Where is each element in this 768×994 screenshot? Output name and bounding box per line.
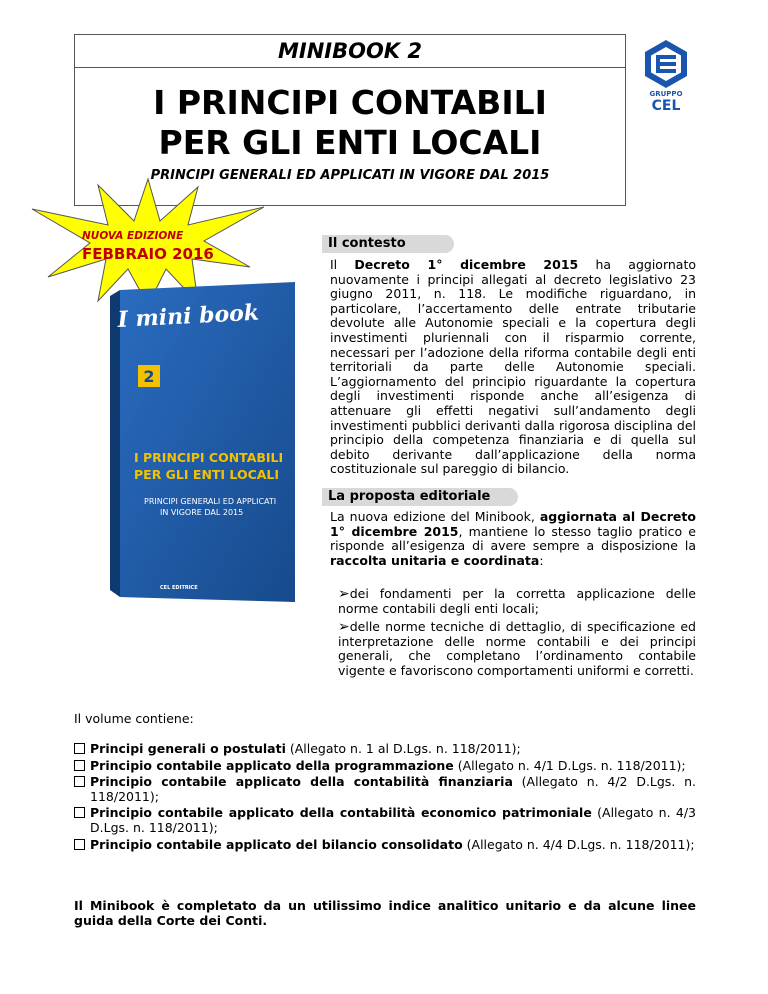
item-ref: (Allegato n. 4/2 D.Lgs. n. 118/2011); [90, 774, 696, 804]
list-item [74, 742, 696, 757]
list-item [74, 838, 696, 853]
bullet-2-text: delle norme tecniche di dettaglio, di specificazione ed interpretazione delle norme contabili e dei principi generali, che completano l’ordinamento contabile vigente e favoriscono comportamenti uniformi e corretti. [338, 619, 696, 678]
book-publisher: CEL EDITRICE [160, 585, 198, 591]
checkbox-bullet-icon [74, 760, 85, 771]
contesto-paragraph [330, 258, 696, 477]
item-ref: (Allegato n. 4/3 D.Lgs. n. 118/2011); [90, 805, 696, 835]
proposta-p1: La nuova edizione del Minibook, [330, 509, 540, 524]
closing-note: Il Minibook è completato da un utilissimo indice analitico unitario e da alcune linee guida della Corte dei Conti. [74, 898, 696, 928]
book-title-1: I PRINCIPI CONTABILI [134, 450, 284, 465]
item-title: Principio contabile applicato della programmazione [90, 757, 454, 773]
proposta-bullet-1 [338, 587, 696, 616]
list-item [74, 759, 696, 774]
item-ref: (Allegato n. 1 al D.Lgs. n. 118/2011); [285, 741, 521, 756]
page-subtitle: PRINCIPI GENERALI ED APPLICATI IN VIGORE DAL 2015 [150, 168, 550, 183]
book-title-2: PER GLI ENTI LOCALI [134, 467, 280, 482]
proposta-p1-bold: aggiornata al Decreto 1° dicembre 2015 [330, 509, 696, 539]
gruppo-cel-logo [636, 38, 696, 112]
logo-top-text: GRUPPO [649, 90, 683, 98]
section-tab-proposta: La proposta editoriale [322, 488, 518, 506]
checkbox-bullet-icon [74, 743, 85, 754]
arrow-bullet-icon: ➢ [338, 619, 350, 635]
checkbox-bullet-icon [74, 839, 85, 850]
page-title [75, 83, 625, 163]
proposta-paragraph [330, 510, 696, 568]
proposta-bullet-2-head [338, 620, 696, 678]
book-sub-2: IN VIGORE DAL 2015 [160, 508, 244, 517]
checkbox-bullet-icon [74, 776, 85, 787]
item-title: Principio contabile applicato del bilancio consolidato [90, 836, 463, 852]
item-ref: (Allegato n. 4/4 D.Lgs. n. 118/2011); [462, 836, 695, 852]
volume-list [74, 742, 696, 854]
list-item [74, 775, 696, 804]
item-ref: (Allegato n. 4/1 D.Lgs. n. 118/2011); [453, 757, 686, 773]
item-title: Principio contabile applicato della contabilità finanziaria [90, 774, 513, 790]
proposta-p2-bold: raccolta unitaria e coordinata [330, 552, 540, 568]
arrow-bullet-icon: ➢ [338, 586, 350, 602]
item-title: Principio contabile applicato della contabilità economico patrimoniale [90, 805, 592, 821]
book-sub-1: PRINCIPI GENERALI ED APPLICATI [144, 497, 277, 506]
item-title: Principi generali o postulati [90, 741, 286, 756]
title-line-2: PER GLI ENTI LOCALI [158, 123, 542, 162]
book-number: 2 [143, 367, 155, 386]
burst-line-2: FEBBRAIO 2016 [82, 245, 214, 263]
volume-intro: Il volume contiene: [74, 711, 194, 726]
contesto-pre: Il [330, 257, 355, 272]
proposta-p3: : [539, 552, 544, 568]
book-series: I mini book [116, 299, 260, 333]
contesto-body: ha aggiornato nuovamente i principi allegati al decreto legislativo 23 giugno 2011, n. 118. Le modifiche riguardano, in particolare, l’accertamento delle entrate tributarie devolute alle Autonomie speciali e la copertura degli investimenti pluriennali con il risparmio corrente, necessari per l’adozione della riforma contabile degli enti territoriali da parte delle Autonomie speciali. L’aggiornamento del principio riguardante la copertura degli investimenti risponde anche all’esigenza di attenuare gli effetti negativi sull’andamento degli investimenti pubblici derivanti dalla rigorosa disciplina del principio della competenza finanziaria e di quella sul debito derivante dall’applicazione della norma costituzionale sul pareggio di bilancio. [330, 257, 696, 477]
list-item [74, 806, 696, 835]
proposta-p2: , mantiene lo stesso taglio pratico e risponde all’esigenza di avere sempre a disposizione la [330, 523, 696, 554]
logo-bottom-text: CEL [651, 98, 681, 112]
contesto-decree: Decreto 1° dicembre 2015 [354, 257, 579, 272]
minibook-label: MINIBOOK 2 [75, 35, 625, 68]
book-cover-image [110, 282, 295, 602]
checkbox-bullet-icon [74, 807, 85, 818]
title-line-1: I PRINCIPI CONTABILI [153, 83, 547, 122]
burst-line-1: NUOVA EDIZIONE [82, 230, 184, 242]
bullet-1-text: dei fondamenti per la corretta applicazione delle norme contabili degli enti locali; [338, 586, 696, 616]
section-tab-contesto: Il contesto [322, 235, 454, 253]
